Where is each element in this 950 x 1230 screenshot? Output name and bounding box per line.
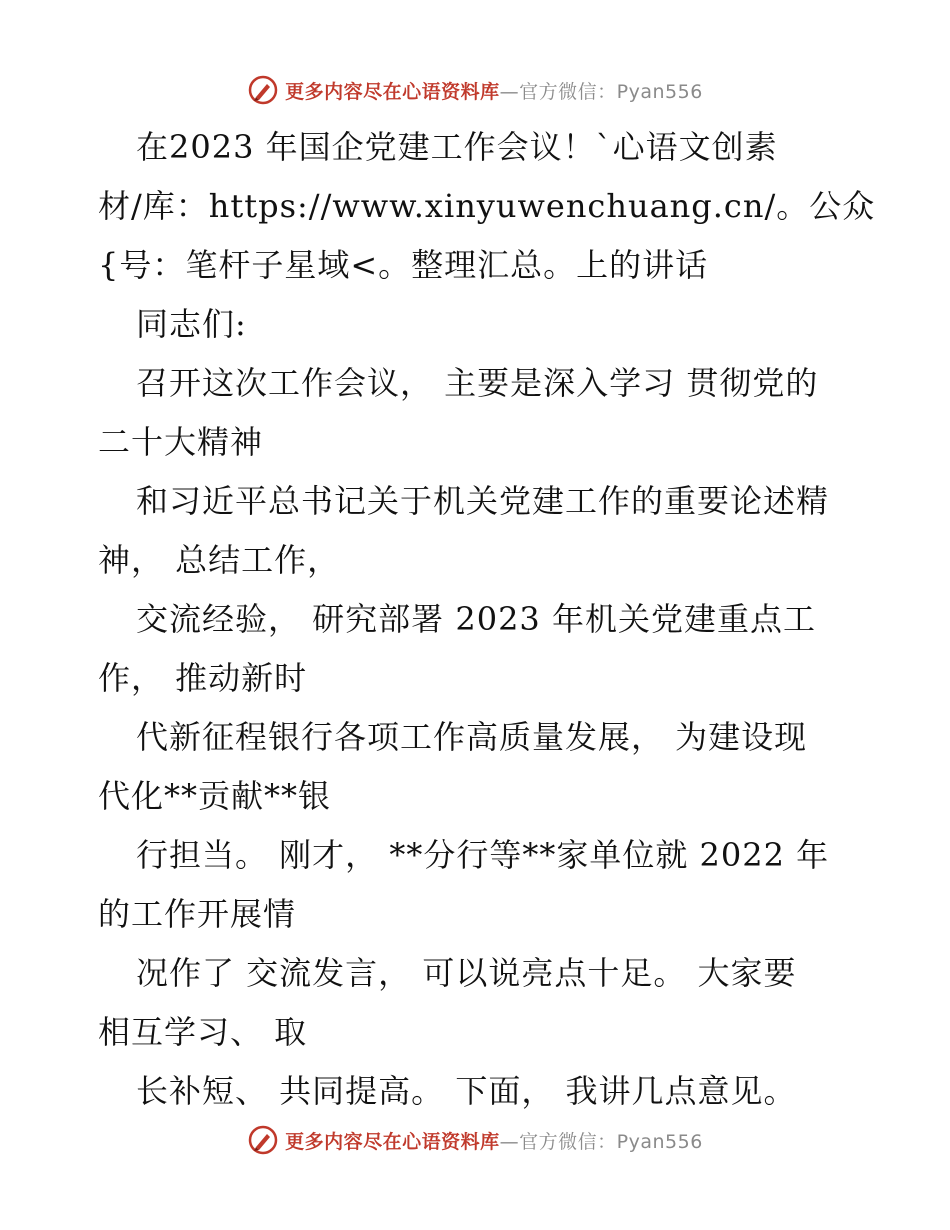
text-line: 相互学习、 取: [98, 1013, 308, 1051]
text-line: 长补短、 共同提高。 下面， 我讲几点意见。: [136, 1072, 797, 1110]
pen-circle-logo-icon: [247, 74, 279, 106]
text-line: 行担当。 刚才， **分行等**家单位就 2022 年: [136, 836, 830, 874]
text-line: 况作了 交流发言， 可以说亮点十足。 大家要: [136, 954, 797, 992]
text-line: 材/库：https://www.xinyuwenchuang.cn/。公众: [98, 187, 876, 225]
footer-banner: [0, 1120, 950, 1160]
text-line: 二十大精神: [98, 423, 264, 461]
document-body: [98, 118, 876, 1121]
text-line: {号：笔杆子星域<。整理汇总。上的讲话: [98, 246, 709, 284]
text-line: 和习近平总书记关于机关党建工作的重要论述精: [136, 482, 830, 520]
text-line: 召开这次工作会议， 主要是深入学习 贯彻党的: [136, 364, 819, 402]
pen-circle-logo-icon: [247, 1124, 279, 1156]
text-line: 交流经验， 研究部署 2023 年机关党建重点工: [136, 600, 816, 638]
text-line: 神， 总结工作，: [98, 541, 341, 579]
header-banner: [0, 70, 950, 110]
text-line: 作， 推动新时: [98, 659, 308, 697]
text-line: 在2023 年国企党建工作会议！`心语文创素: [136, 128, 778, 166]
text-line: 的工作开展情: [98, 895, 297, 933]
text-line: 同志们:: [136, 305, 247, 343]
text-line: 代新征程银行各项工作高质量发展， 为建设现: [136, 718, 808, 756]
banner-text: 更多内容尽在心语资料库—官方微信：Pyan556: [285, 80, 703, 103]
banner-text: 更多内容尽在心语资料库—官方微信：Pyan556: [285, 1130, 703, 1153]
text-line: 代化**贡献**银: [98, 777, 332, 815]
